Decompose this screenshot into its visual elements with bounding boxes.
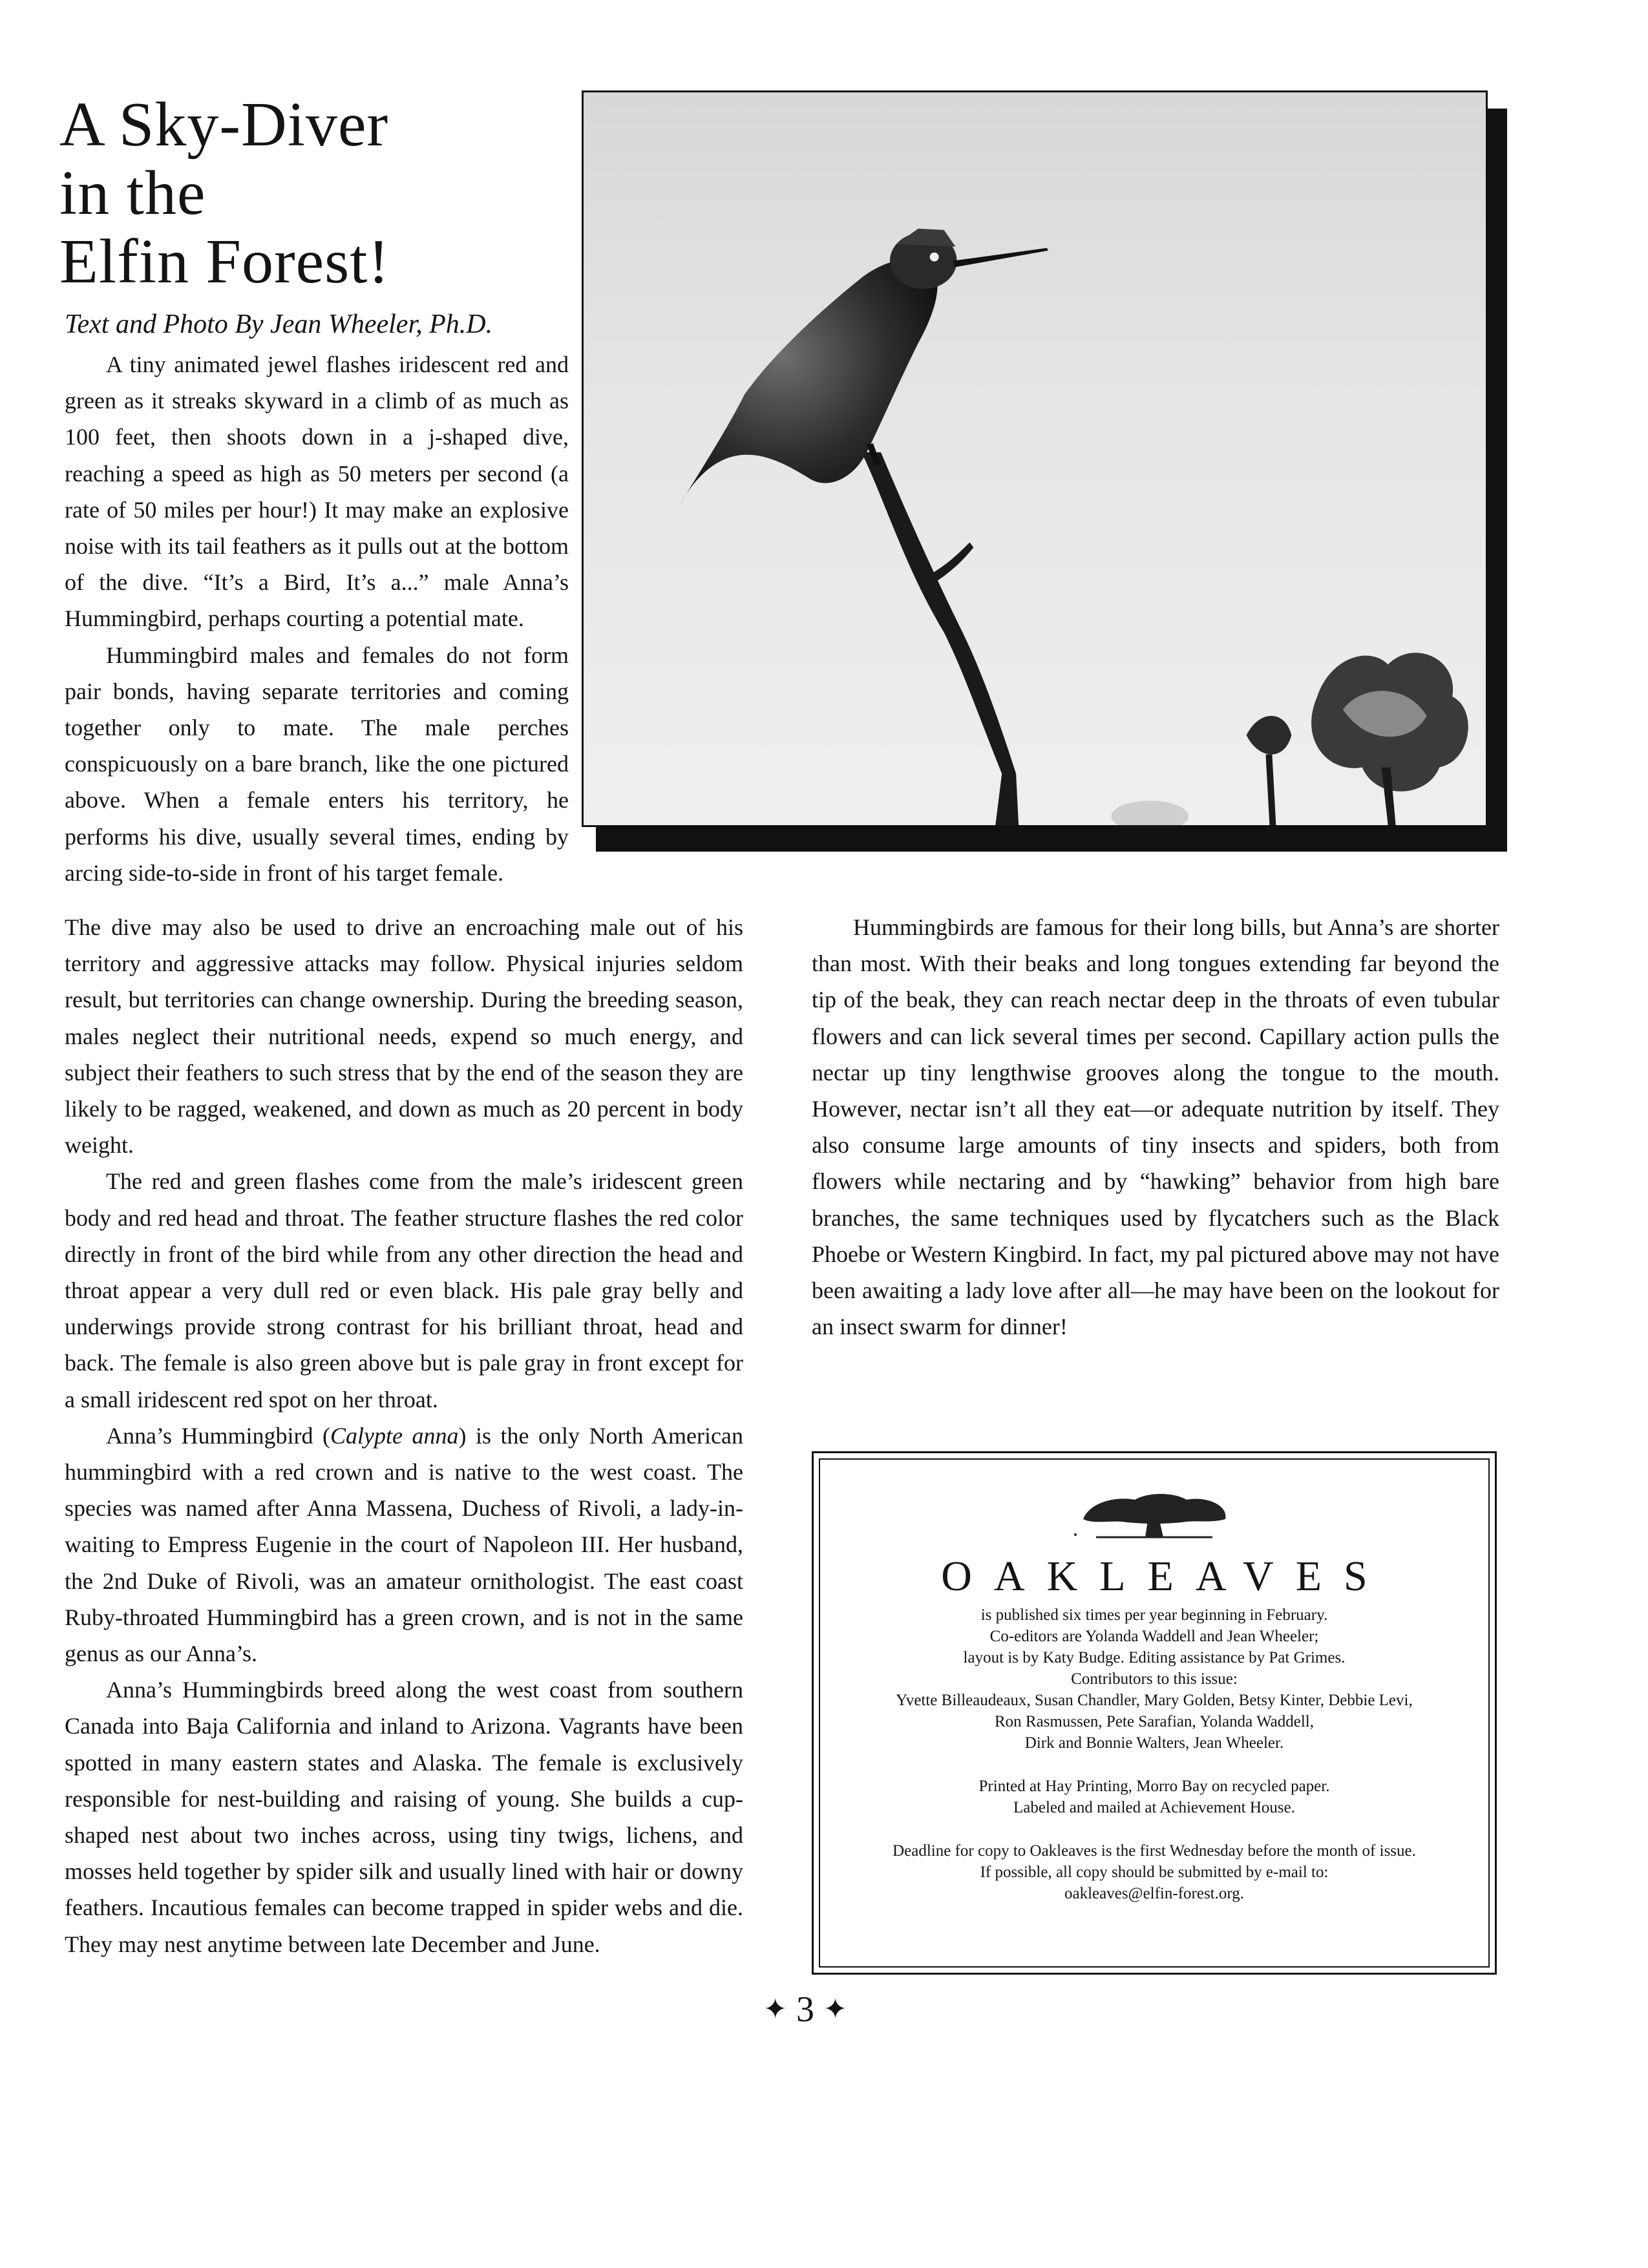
masthead-line: Contributors to this issue: [1071, 1670, 1238, 1688]
paragraph: Hummingbirds are famous for their long bills, but Anna’s are shorter than most. With their beaks and long tongues extending far beyond the tip of the beak, they can reach nectar deep in the throats of even tubular flowers and can lick several times per second. Capillary action pulls the nectar up tiny lengthwise grooves along the tongue to the mouth. However, nectar isn’t all they eat—or adequate nutrition by itself. They also consume large amounts of tiny insects and spiders, both from flowers while nectaring and by “hawking” behavior from high bare branches, the same techniques used by flycatchers such as the Black Phoebe or Western Kingbird. In fact, my pal pictured above may not have been awaiting a lady love after all—he may have been on the lookout for an insect swarm for dinner! [812, 914, 1499, 1340]
star-icon: ✦ [823, 1993, 847, 2025]
paragraph: Anna’s Hummingbirds breed along the west coast from southern Canada into Baja California and inland to Arizona. Vagrants have been spotted in many eastern states and Alaska. The female is exclusively responsible for nest-building and raising of young. She builds a cup-shaped nest about two inches across, using tiny twigs, lichens, and mosses held together by spider silk and usually lined with hair or downy feathers. Incautious females can become trapped in spider webs and die. They may nest anytime between late December and June. [65, 1677, 743, 1957]
hummingbird-photo-frame [582, 90, 1506, 846]
email-address: oakleaves@elfin-forest.org. [1064, 1885, 1244, 1902]
title-line-2: in the [59, 158, 206, 228]
page-number [708, 1990, 902, 2029]
column-1-top [65, 346, 569, 891]
paragraph: A tiny animated jewel flashes iridescent red and green as it streaks skyward in a climb of as much as 100 feet, then shoots down in a j-shaped dive, reaching a speed as high as 50 meters per second (a rate of 50 miles per hour!) It may make an explosive noise with its tail feathers as it pulls out at the bottom of the dive. “It’s a Bird, It’s a...” male Anna’s Hummingbird, perhaps courting a potential mate. [65, 352, 569, 632]
paragraph: The red and green flashes come from the male’s iridescent green body and red head and throat. The feather structure flashes the red color directly in front of the bird while from any other direction the head and throat appear a very dull red or even black. His pale gray belly and underwings provide strong contrast for his brilliant throat, head and back. The female is also green above but is pale gray in front except for a small iridescent red spot on her throat. [65, 1168, 743, 1412]
oak-tree-icon [1070, 1489, 1238, 1541]
masthead-line: Yvette Billeaudeaux, Susan Chandler, Mary Golden, Betsy Kinter, Debbie Levi, [896, 1692, 1413, 1709]
paragraph: Hummingbird males and females do not form pair bonds, having separate territories and coming together only to mate. The male perches conspicuously on a bare branch, like the one pictured above. When a female enters his territory, he performs his dive, usually several times, ending by arcing side-to-side in front of his target female. [65, 642, 569, 886]
masthead-line: Dirk and Bonnie Walters, Jean Wheeler. [1024, 1734, 1284, 1752]
hummingbird-illustration [584, 92, 1486, 825]
paragraph-continued: The dive may also be used to drive an encroaching male out of his territory and aggressive attacks may follow. Physical injuries seldom result, but territories can change ownership. During the breeding season, males neglect their nutritional needs, expend so much energy, and subject their feathers to such stress that by the end of the season they are likely to be ragged, weakened, and down as much as 20 percent in body weight. [65, 914, 743, 1159]
masthead-title: OAKLEAVES [941, 1553, 1389, 1600]
species-text-post: ) is the only North American hummingbird with a red crown and is native to the west coast. The species was named after Anna Massena, Duchess of Rivoli, a lady-in-waiting to Empress Eugenie in the court of Napoleon III. Her husband, the 2nd Duke of Rivoli, was an amateur ornithologist. The east coast Ruby-throated Hummingbird has a green crown, and is not in the same genus as our Anna’s. [65, 1422, 743, 1667]
species-name: Calypte anna [330, 1422, 459, 1449]
column-1-bottom [65, 909, 743, 1962]
printing-line: Labeled and mailed at Achievement House. [1013, 1799, 1295, 1816]
oakleaves-masthead [812, 1451, 1497, 1975]
masthead-inner [819, 1458, 1490, 1968]
masthead-line: Co-editors are Yolanda Waddell and Jean Wheeler; [989, 1628, 1319, 1645]
species-text-pre: Anna’s Hummingbird ( [106, 1422, 330, 1449]
paragraph-species [65, 1418, 743, 1672]
star-icon: ✦ [763, 1993, 787, 2025]
page-number-value: 3 [796, 1990, 814, 2030]
deadline-line: Deadline for copy to Oakleaves is the first Wednesday before the month of issue. [893, 1842, 1416, 1860]
title-line-1: A Sky-Diver [59, 90, 389, 160]
masthead-line: is published six times per year beginning in February. [980, 1606, 1328, 1624]
byline: Text and Photo By Jean Wheeler, Ph.D. [65, 310, 493, 339]
masthead-line: Ron Rasmussen, Pete Sarafian, Yolanda Waddell, [995, 1713, 1314, 1730]
title-line-3: Elfin Forest! [59, 227, 390, 297]
deadline-line: If possible, all copy should be submitted by e-mail to: [980, 1864, 1329, 1881]
column-2 [812, 909, 1499, 1345]
hummingbird-photo [582, 90, 1488, 827]
article-title [59, 90, 564, 296]
printing-line: Printed at Hay Printing, Morro Bay on recycled paper. [978, 1778, 1330, 1795]
masthead-line: layout is by Katy Budge. Editing assistance by Pat Grimes. [963, 1649, 1346, 1666]
